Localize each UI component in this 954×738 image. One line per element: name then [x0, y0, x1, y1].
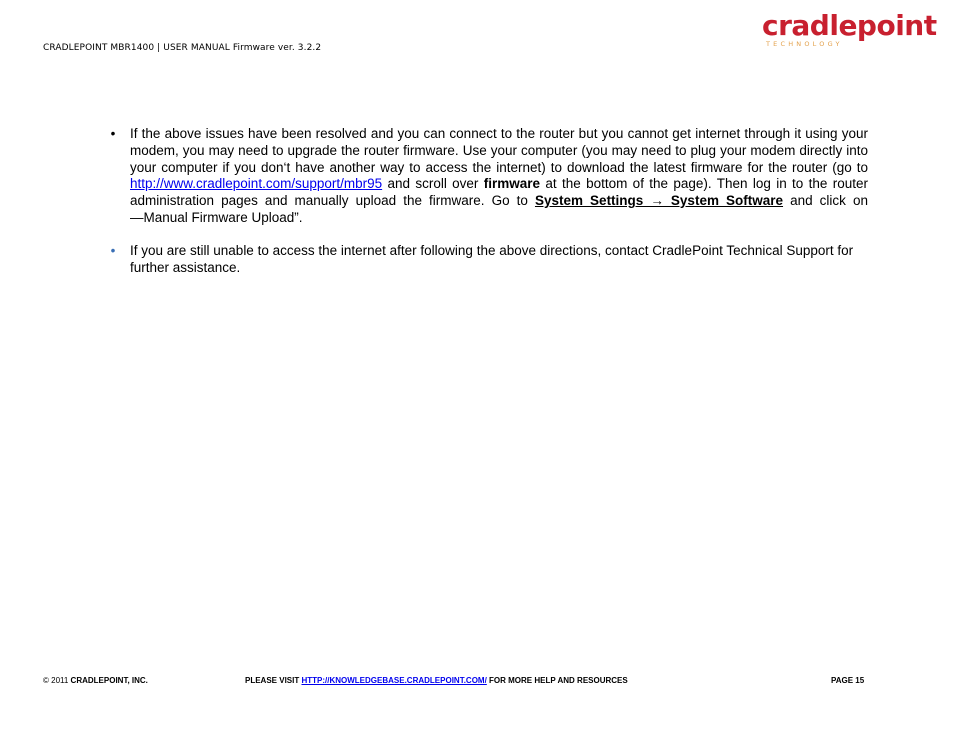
bullet-text	[130, 126, 868, 227]
bullet-text: If you are still unable to access the internet after following the above directions, contact CradlePoint Technical Support for further assistance.	[130, 242, 854, 275]
bullet-icon: •	[110, 242, 116, 258]
list-item-firmware-upgrade	[108, 126, 868, 227]
visit-suffix: FOR MORE HELP AND RESOURCES	[486, 676, 628, 685]
bullet-icon: •	[110, 126, 116, 141]
footer-copyright	[43, 676, 148, 685]
list-item-contact-support	[108, 243, 868, 277]
support-link[interactable]: http://www.cradlepoint.com/support/mbr95	[130, 176, 383, 192]
copyright-prefix: © 2011	[43, 676, 71, 685]
text-segment: If the above issues have been resolved and you can connect to the router but you cannot get internet through it using your modem, you may need to upgrade the router firmware. Use your computer (you may need to plug your modem directly into your computer if you don‘t have another way to access the internet) to download the latest firmware for the router (go to	[130, 126, 868, 175]
knowledgebase-link[interactable]: HTTP://KNOWLEDGEBASE.CRADLEPOINT.COM/	[301, 676, 487, 685]
logo-subtext: TECHNOLOGY	[766, 40, 843, 48]
text-segment: and scroll over	[382, 176, 484, 192]
logo-wordmark: cradlepoint	[762, 9, 937, 42]
nav-path-system-software: System Settings → System Software	[534, 193, 784, 209]
visit-prefix: PLEASE VISIT	[245, 676, 302, 685]
text-segment: at the bottom of the page). Then log in to the router administration pages and manually upload the firmware. Go to	[130, 176, 869, 209]
text-segment: and click on ―Manual Firmware Upload”.	[130, 193, 868, 225]
company-name: CRADLEPOINT, INC.	[70, 676, 148, 685]
document-header-title: CRADLEPOINT MBR1400 | USER MANUAL Firmware ver. 3.2.2	[43, 43, 322, 53]
page-number: PAGE 15	[831, 676, 865, 685]
main-content	[108, 126, 868, 276]
footer-help-notice	[245, 676, 628, 685]
cradlepoint-logo	[762, 9, 937, 52]
bold-term-firmware: firmware	[483, 176, 541, 192]
